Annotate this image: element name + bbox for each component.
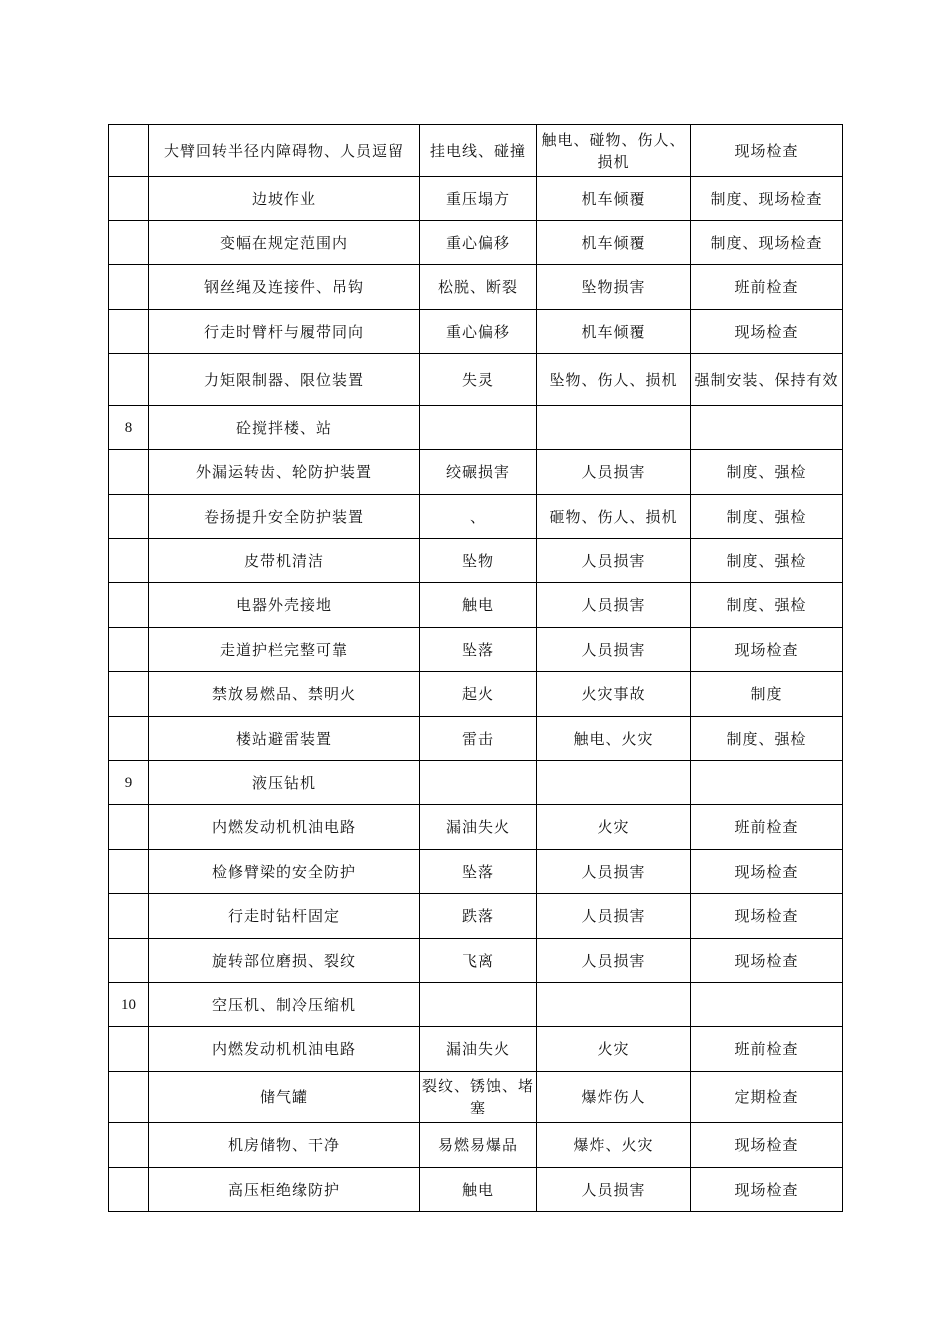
control-measure-cell: 制度、现场检查 — [691, 221, 843, 265]
table-body — [109, 125, 843, 1212]
consequence-cell: 坠物、伤人、损机 — [537, 354, 691, 406]
table-row — [109, 939, 843, 983]
table-row — [109, 805, 843, 850]
consequence-cell: 人员损害 — [537, 894, 691, 939]
control-measure-cell: 现场检查 — [691, 1123, 843, 1168]
check-item-cell: 内燃发动机机油电路 — [149, 805, 420, 850]
consequence-cell: 人员损害 — [537, 1168, 691, 1212]
control-measure-cell: 现场检查 — [691, 894, 843, 939]
hazard-cell: 起火 — [420, 672, 537, 717]
check-item-cell: 内燃发动机机油电路 — [149, 1027, 420, 1072]
hazard-cell: 坠物 — [420, 539, 537, 583]
consequence-cell: 机车倾覆 — [537, 221, 691, 265]
table-row — [109, 406, 843, 450]
control-measure-cell: 制度、强检 — [691, 717, 843, 761]
check-item-cell: 力矩限制器、限位装置 — [149, 354, 420, 406]
consequence-cell: 火灾事故 — [537, 672, 691, 717]
hazard-cell: 裂纹、锈蚀、堵塞 — [420, 1072, 537, 1123]
control-measure-cell: 强制安装、保持有效 — [691, 354, 843, 406]
check-item-cell: 储气罐 — [149, 1072, 420, 1123]
row-number-cell — [109, 265, 149, 310]
consequence-cell: 爆炸伤人 — [537, 1072, 691, 1123]
table-row — [109, 1027, 843, 1072]
row-number-cell — [109, 717, 149, 761]
hazard-cell: 重心偏移 — [420, 310, 537, 354]
table-row — [109, 1123, 843, 1168]
control-measure-cell — [691, 761, 843, 805]
hazard-cell: 坠落 — [420, 850, 537, 894]
control-measure-cell: 现场检查 — [691, 628, 843, 672]
hazard-cell — [420, 983, 537, 1027]
check-item-cell: 变幅在规定范围内 — [149, 221, 420, 265]
control-measure-cell: 现场检查 — [691, 125, 843, 177]
control-measure-cell: 制度 — [691, 672, 843, 717]
hazard-cell: 绞碾损害 — [420, 450, 537, 495]
check-item-cell: 机房储物、干净 — [149, 1123, 420, 1168]
row-number-cell — [109, 672, 149, 717]
consequence-cell — [537, 761, 691, 805]
row-number-cell — [109, 354, 149, 406]
hazard-cell: 挂电线、碰撞 — [420, 125, 537, 177]
hazard-cell: 跌落 — [420, 894, 537, 939]
table-row — [109, 983, 843, 1027]
consequence-cell: 人员损害 — [537, 939, 691, 983]
check-item-cell: 钢丝绳及连接件、吊钩 — [149, 265, 420, 310]
consequence-cell: 人员损害 — [537, 628, 691, 672]
check-item-cell: 大臂回转半径内障碍物、人员逗留 — [149, 125, 420, 177]
control-measure-cell: 现场检查 — [691, 310, 843, 354]
safety-inspection-table — [108, 124, 843, 1212]
consequence-cell: 火灾 — [537, 1027, 691, 1072]
table-row — [109, 310, 843, 354]
row-number-cell — [109, 628, 149, 672]
control-measure-cell: 制度、强检 — [691, 583, 843, 628]
hazard-cell — [420, 406, 537, 450]
control-measure-cell: 制度、现场检查 — [691, 177, 843, 221]
table-row — [109, 354, 843, 406]
hazard-cell: 易燃易爆品 — [420, 1123, 537, 1168]
row-number-cell: 8 — [109, 406, 149, 450]
consequence-cell: 人员损害 — [537, 539, 691, 583]
row-number-cell — [109, 1168, 149, 1212]
row-number-cell: 9 — [109, 761, 149, 805]
check-item-cell: 行走时钻杆固定 — [149, 894, 420, 939]
consequence-cell: 人员损害 — [537, 850, 691, 894]
table-row — [109, 495, 843, 539]
control-measure-cell: 制度、强检 — [691, 495, 843, 539]
consequence-cell: 机车倾覆 — [537, 310, 691, 354]
control-measure-cell: 定期检查 — [691, 1072, 843, 1123]
table-row — [109, 717, 843, 761]
table-row — [109, 894, 843, 939]
row-number-cell — [109, 1123, 149, 1168]
consequence-cell — [537, 983, 691, 1027]
control-measure-cell — [691, 983, 843, 1027]
hazard-cell: 失灵 — [420, 354, 537, 406]
row-number-cell — [109, 805, 149, 850]
row-number-cell — [109, 939, 149, 983]
hazard-cell — [420, 761, 537, 805]
table-row — [109, 1072, 843, 1123]
table-row — [109, 761, 843, 805]
table-row — [109, 672, 843, 717]
table-row — [109, 221, 843, 265]
table-row — [109, 583, 843, 628]
control-measure-cell: 制度、强检 — [691, 539, 843, 583]
hazard-cell: 重心偏移 — [420, 221, 537, 265]
check-item-cell: 行走时臂杆与履带同向 — [149, 310, 420, 354]
control-measure-cell: 现场检查 — [691, 939, 843, 983]
hazard-cell: 坠落 — [420, 628, 537, 672]
hazard-cell: 触电 — [420, 1168, 537, 1212]
hazard-cell: 触电 — [420, 583, 537, 628]
row-number-cell — [109, 539, 149, 583]
hazard-cell: 飞离 — [420, 939, 537, 983]
check-item-cell: 楼站避雷装置 — [149, 717, 420, 761]
table-row — [109, 539, 843, 583]
check-item-cell: 卷扬提升安全防护装置 — [149, 495, 420, 539]
table-row — [109, 177, 843, 221]
hazard-cell: 漏油失火 — [420, 805, 537, 850]
consequence-cell: 爆炸、火灾 — [537, 1123, 691, 1168]
row-number-cell: 10 — [109, 983, 149, 1027]
consequence-cell: 砸物、伤人、损机 — [537, 495, 691, 539]
check-item-cell: 电器外壳接地 — [149, 583, 420, 628]
hazard-cell: 松脱、断裂 — [420, 265, 537, 310]
row-number-cell — [109, 583, 149, 628]
table-row — [109, 265, 843, 310]
check-item-cell: 砼搅拌楼、站 — [149, 406, 420, 450]
check-item-cell: 皮带机清洁 — [149, 539, 420, 583]
row-number-cell — [109, 177, 149, 221]
hazard-cell: 、 — [420, 495, 537, 539]
check-item-cell: 旋转部位磨损、裂纹 — [149, 939, 420, 983]
check-item-cell: 液压钻机 — [149, 761, 420, 805]
consequence-cell: 人员损害 — [537, 583, 691, 628]
control-measure-cell: 班前检查 — [691, 1027, 843, 1072]
table-row — [109, 125, 843, 177]
control-measure-cell: 现场检查 — [691, 1168, 843, 1212]
consequence-cell — [537, 406, 691, 450]
row-number-cell — [109, 310, 149, 354]
control-measure-cell: 班前检查 — [691, 265, 843, 310]
check-item-cell: 禁放易燃品、禁明火 — [149, 672, 420, 717]
row-number-cell — [109, 850, 149, 894]
consequence-cell: 触电、碰物、伤人、损机 — [537, 125, 691, 177]
table-row — [109, 1168, 843, 1212]
control-measure-cell — [691, 406, 843, 450]
table-row — [109, 628, 843, 672]
table-row — [109, 450, 843, 495]
hazard-cell: 重压塌方 — [420, 177, 537, 221]
check-item-cell: 空压机、制冷压缩机 — [149, 983, 420, 1027]
check-item-cell: 高压柜绝缘防护 — [149, 1168, 420, 1212]
consequence-cell: 触电、火灾 — [537, 717, 691, 761]
row-number-cell — [109, 1027, 149, 1072]
hazard-cell: 漏油失火 — [420, 1027, 537, 1072]
row-number-cell — [109, 450, 149, 495]
check-item-cell: 外漏运转齿、轮防护装置 — [149, 450, 420, 495]
table-row — [109, 850, 843, 894]
check-item-cell: 边坡作业 — [149, 177, 420, 221]
control-measure-cell: 班前检查 — [691, 805, 843, 850]
row-number-cell — [109, 221, 149, 265]
consequence-cell: 机车倾覆 — [537, 177, 691, 221]
check-item-cell: 检修臂梁的安全防护 — [149, 850, 420, 894]
check-item-cell: 走道护栏完整可靠 — [149, 628, 420, 672]
hazard-cell: 雷击 — [420, 717, 537, 761]
row-number-cell — [109, 1072, 149, 1123]
control-measure-cell: 制度、强检 — [691, 450, 843, 495]
row-number-cell — [109, 495, 149, 539]
consequence-cell: 火灾 — [537, 805, 691, 850]
row-number-cell — [109, 125, 149, 177]
control-measure-cell: 现场检查 — [691, 850, 843, 894]
consequence-cell: 坠物损害 — [537, 265, 691, 310]
consequence-cell: 人员损害 — [537, 450, 691, 495]
row-number-cell — [109, 894, 149, 939]
